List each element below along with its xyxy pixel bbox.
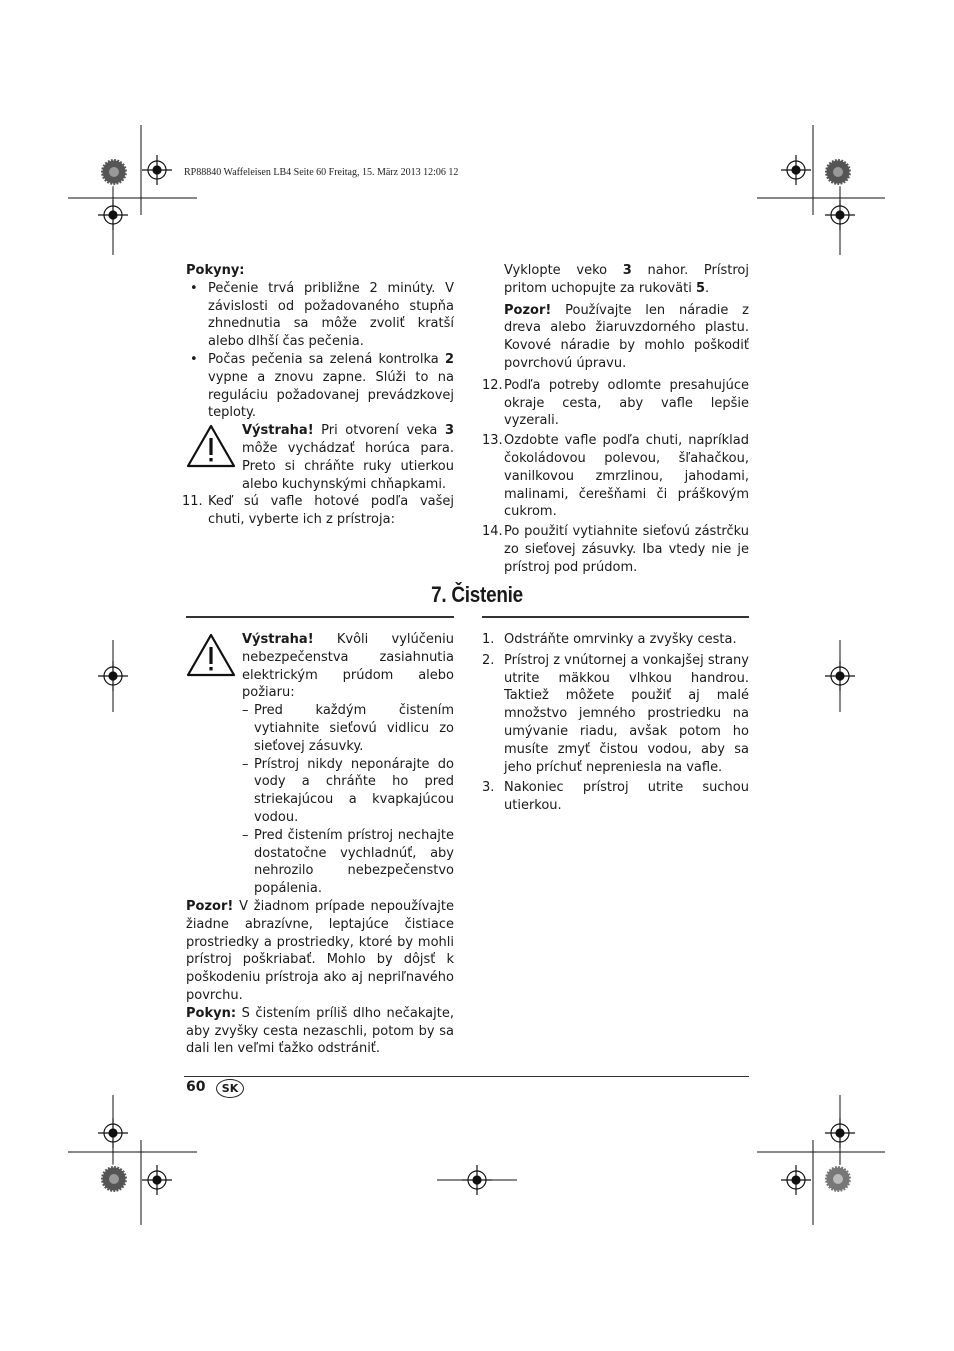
language-badge: SK <box>216 1079 244 1098</box>
registration-target-icon <box>825 1118 855 1148</box>
left-top-column <box>182 262 454 529</box>
registration-target-icon <box>462 1165 492 1195</box>
registration-target-icon <box>825 661 855 691</box>
registration-target-icon <box>781 155 811 185</box>
registration-target-icon <box>781 1165 811 1195</box>
right-top-column <box>482 262 749 577</box>
dash-icon: – <box>242 756 249 772</box>
warning-box: Výstraha! Pri otvorení veka 3 môže vychádzať horúca para. Preto si chráňte ruky utierkou alebo kuchynskými chňapkami. <box>186 422 454 493</box>
registration-target-icon <box>142 155 172 185</box>
step-continuation: Vyklopte veko 3 nahor. Prístroj pritom uchopujte za rukoväti 5. <box>504 263 749 296</box>
caution-note: Pozor! Používajte len náradie z dreva alebo žiaruvzdorného plastu. Kovové náradie by mohlo poškodiť povrchovú úpravu. <box>504 302 749 371</box>
tip-note: Pokyn: S čistením príliš dlho nečakajte, aby zvyšky cesta nezaschli, potom by sa dali len veľmi ťažko odstrániť. <box>186 1005 454 1057</box>
registration-target-icon <box>825 200 855 230</box>
list-item: • Počas pečenia sa zelená kontrolka 2 vypne a znovu zapne. Slúži to na reguláciu požadovanej prevádzkovej teploty. <box>190 351 454 421</box>
step-item: 14. Po použití vytiahnite sieťovú zástrčku zo sieťovej zásuvky. Iba vtedy nie je prístroj pod prúdom. <box>482 524 749 575</box>
warning-box <box>186 631 454 898</box>
list-item: – Prístroj nikdy neponárajte do vody a chráňte ho pred striekajúcou a kvapkajúcou vodou. <box>242 756 454 825</box>
list-item: – Pred každým čistením vytiahnite sieťovú vidlicu zo sieťovej zásuvky. <box>242 703 454 754</box>
dash-icon: – <box>242 703 249 719</box>
step-item: 11. Keď sú vafle hotové podľa vašej chuti, vyberte ich z prístroja: <box>182 494 454 528</box>
step-item: 13. Ozdobte vafle podľa chuti, napríklad čokoládovou polevou, šľahačkou, vanilkovou zmrzlinou, jahodami, malinami, čerešňami či práškovým cukrom. <box>482 433 749 520</box>
warning-triangle-icon <box>186 424 236 468</box>
registration-target-icon <box>98 1118 128 1148</box>
warning-triangle-icon <box>186 633 236 677</box>
left-bottom-column <box>186 631 454 1058</box>
step-item: 12. Podľa potreby odlomte presahujúce okraje cesta, aby vafle lepšie vyzerali. <box>482 377 749 429</box>
registration-target-icon <box>98 200 128 230</box>
footer-rule <box>184 1076 749 1077</box>
heading-rule-right <box>482 616 749 618</box>
registration-target-icon <box>142 1165 172 1195</box>
list-item: • Pečenie trvá približne 2 minúty. V závislosti od požadovaného stupňa zhnednutia sa môže zvoliť kratší alebo dlhší čas pečenia. <box>190 280 454 350</box>
step-item: 2. Prístroj z vnútornej a vonkajšej strany utrite mäkkou vlhkou handrou. Taktiež môžete použiť aj malé množstvo jemného prostriedku na umývanie riadu, avšak potom ho musíte zmyť čistou vodou, aby sa jeho príchuť nepreniesla na vafle. <box>482 652 749 775</box>
right-bottom-column <box>482 631 749 815</box>
starburst-target-icon <box>101 1166 127 1192</box>
registration-target-icon <box>98 661 128 691</box>
starburst-target-icon <box>825 159 851 185</box>
warning-label: Výstraha! <box>242 423 314 439</box>
notes-title: Pokyny: <box>186 263 245 278</box>
printer-slug: RP88840 Waffeleisen LB4 Seite 60 Freitag, 15. März 2013 12:06 12 <box>184 167 459 178</box>
bullet-icon: • <box>190 280 198 296</box>
caution-label: Pozor! <box>504 302 552 318</box>
heading-rule-left <box>186 616 454 618</box>
section-heading: 7. Čistenie <box>431 582 523 607</box>
page-number: 60 <box>186 1079 206 1095</box>
starburst-target-icon <box>825 1166 851 1192</box>
step-item: 3. Nakoniec prístroj utrite suchou utierkou. <box>482 780 749 814</box>
warning-intro: Výstraha! Kvôli vylúčeniu nebezpečenstva zasiahnutia elektrickým prúdom alebo požiaru: <box>242 632 454 701</box>
warning-label: Výstraha! <box>242 632 314 647</box>
caution-note: Pozor! V žiadnom prípade nepoužívajte žiadne abrazívne, leptajúce čistiace prostriedky a prostriedky, ktoré by mohli prístroj poškriabať. Mohlo by dôjsť k poškodeniu prístroja ako aj nepriľnavého povrchu. <box>186 898 454 1003</box>
dash-icon: – <box>242 827 249 843</box>
tip-label: Pokyn: <box>186 1005 237 1021</box>
list-item: – Pred čistením prístroj nechajte dostatočne vychladnúť, aby nehrozilo nebezpečenstvo popálenia. <box>242 827 454 897</box>
starburst-target-icon <box>101 159 127 185</box>
caution-label: Pozor! <box>186 898 234 914</box>
bullet-icon: • <box>190 351 198 367</box>
step-item: 1. Odstráňte omrvinky a zvyšky cesta. <box>482 632 737 647</box>
